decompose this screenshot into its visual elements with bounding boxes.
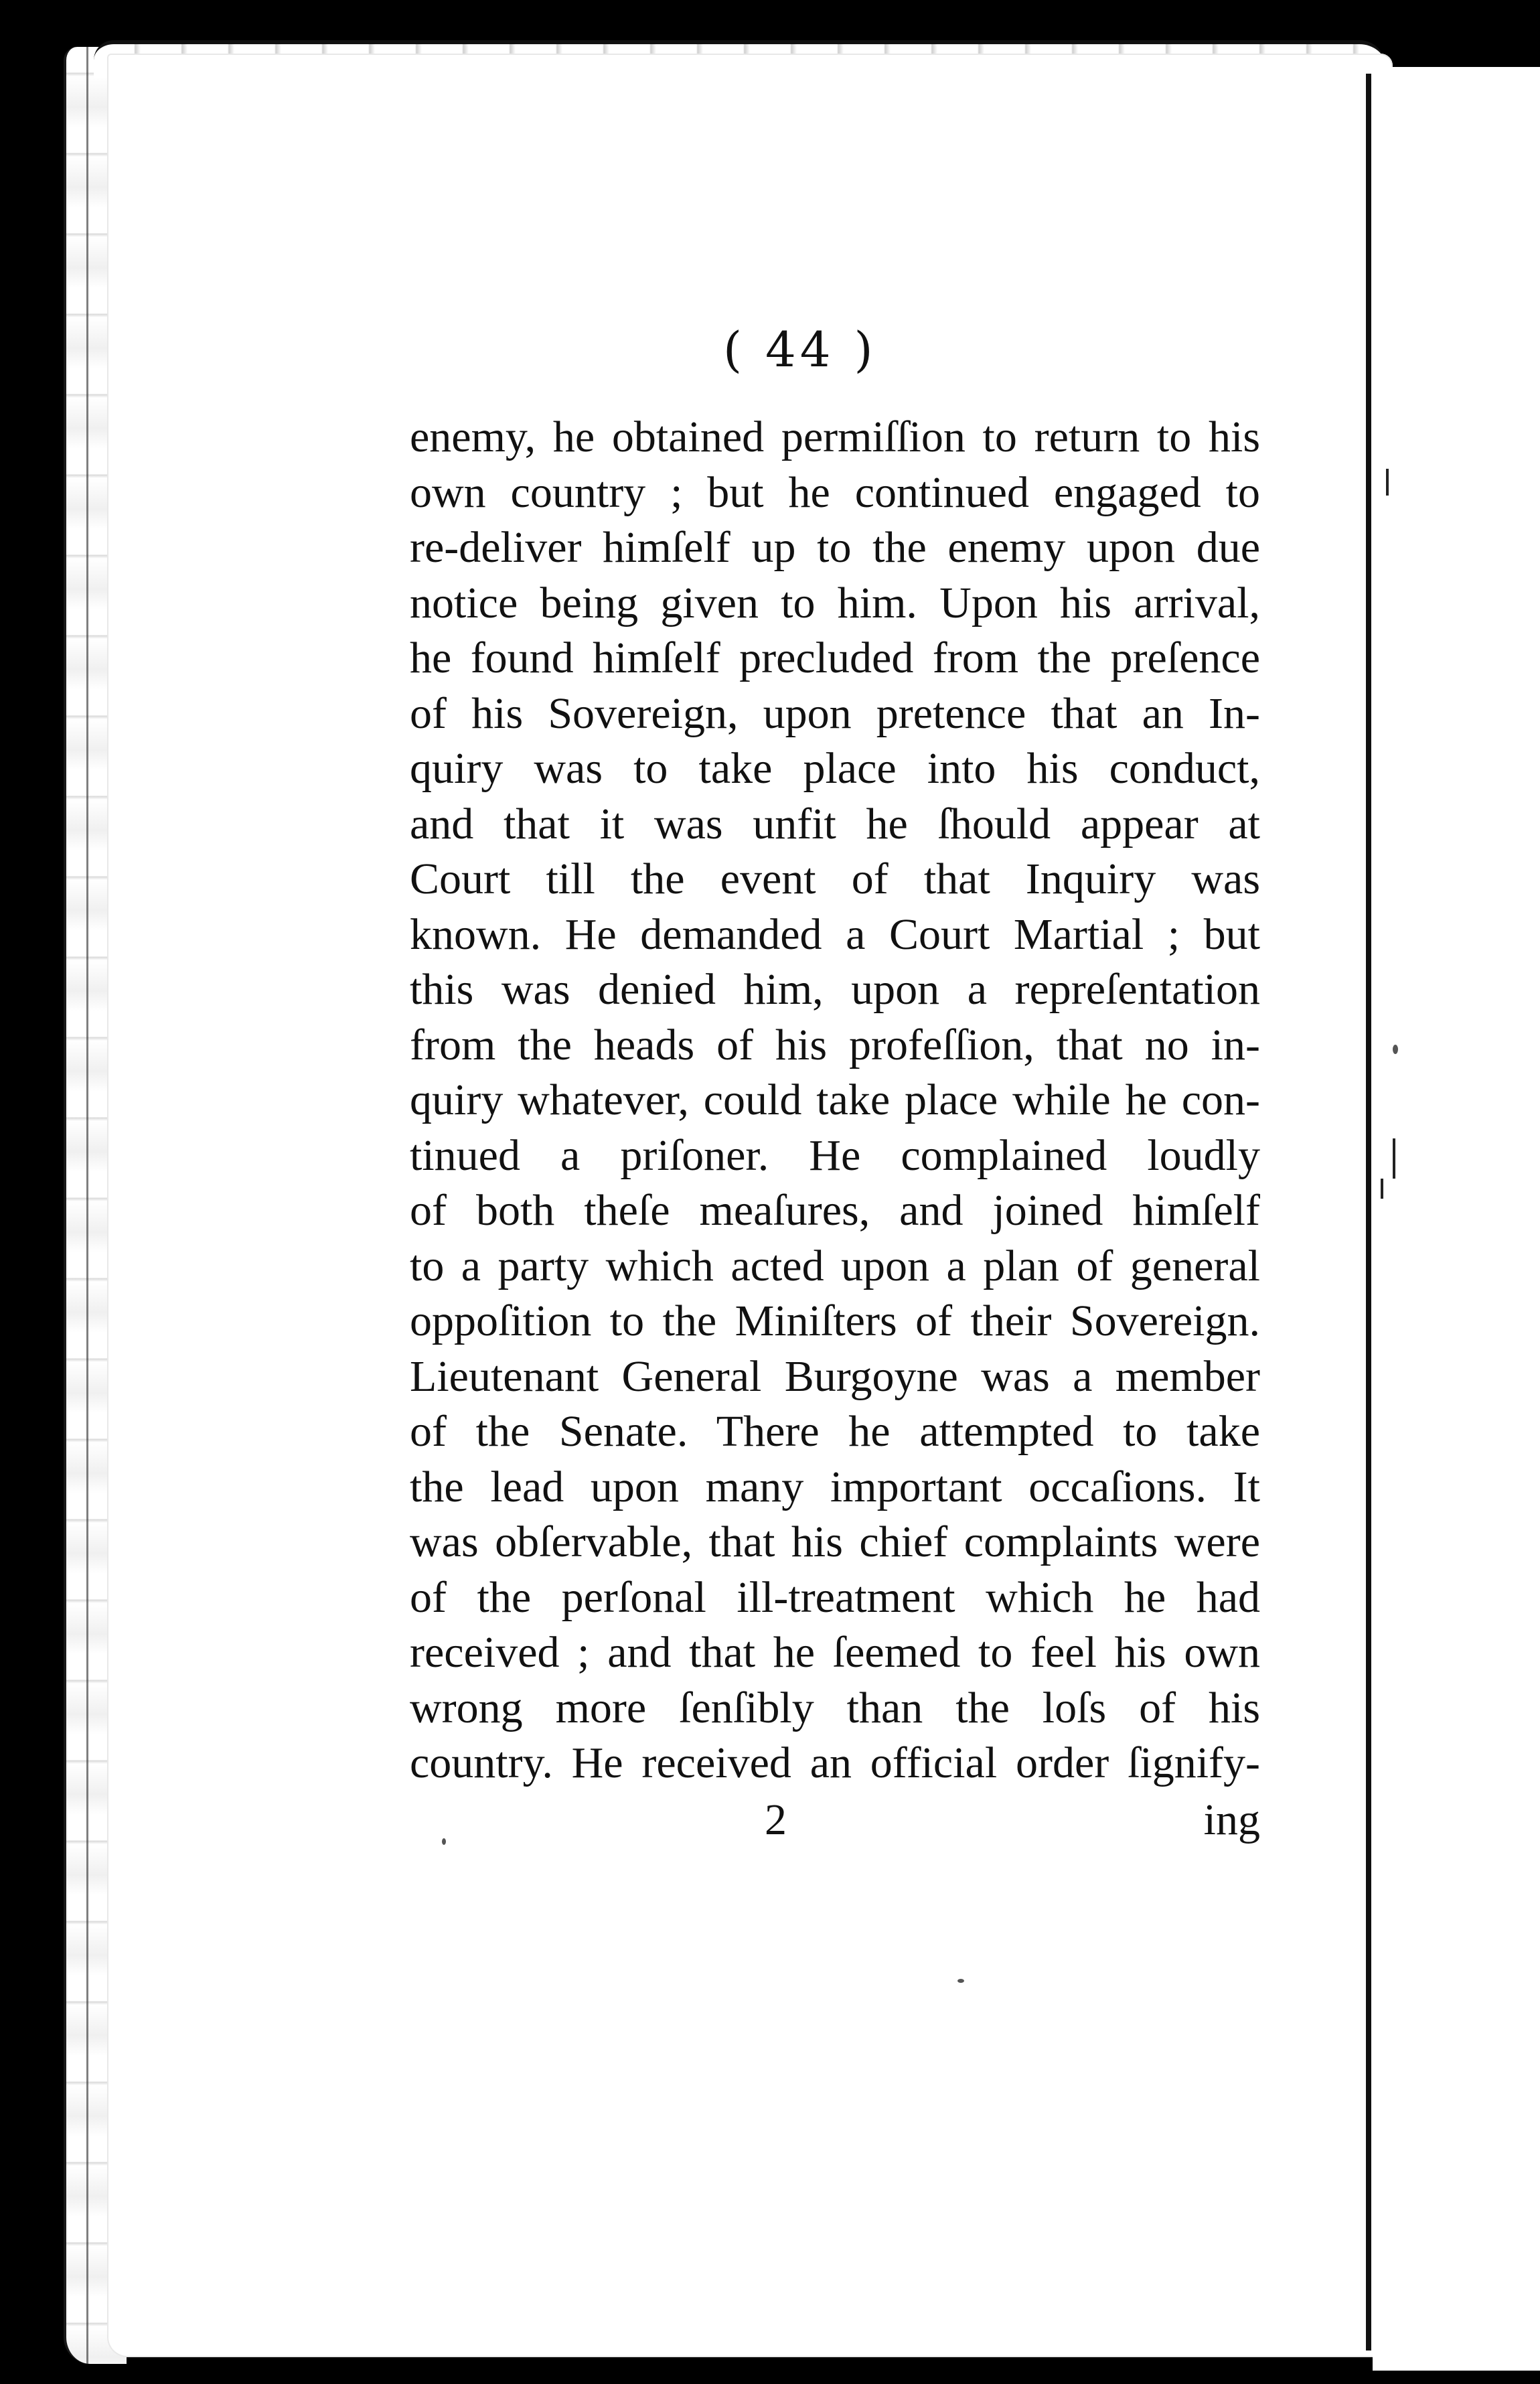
text-line: enemy, he obtained permiſſion to return to his [410, 413, 1260, 461]
text-line: Lieutenant General Burgoyne was a member [410, 1351, 1260, 1401]
text-line: he found himſelf precluded from the preſence [410, 634, 1260, 682]
text-line: of the perſonal ill-treatment which he had [410, 1572, 1260, 1622]
signature-mark: 2 [765, 1795, 787, 1844]
text-line: known. He demanded a Court Martial ; but [410, 909, 1260, 959]
paper-speck [957, 1979, 964, 1983]
paper-speck [442, 1838, 446, 1845]
page-footer [410, 1795, 1260, 1855]
page-number-header: ( 44 ) [723, 321, 877, 378]
text-line: Court till the event of that Inquiry was [410, 854, 1260, 903]
text-line: quiry was to take place into his conduct, [410, 744, 1260, 793]
text-line: notice being given to him. Upon his arrival, [410, 578, 1260, 627]
text-line: quiry whatever, could take place while he con- [410, 1075, 1260, 1124]
facing-page-edge [1373, 67, 1540, 2371]
text-line: from the heads of his profeſſion, that no in- [410, 1020, 1260, 1069]
text-line: the lead upon many important occaſions. It [410, 1462, 1260, 1511]
catchword: ing [1203, 1795, 1260, 1844]
paper-speck [1393, 1045, 1398, 1054]
text-line: country. He received an official order ſignify- [410, 1738, 1260, 1787]
text-line: and that it was unfit he ſhould appear at [410, 799, 1260, 848]
text-line: received ; and that he ſeemed to feel his own [410, 1628, 1260, 1677]
text-line: tinued a priſoner. He complained loudly [410, 1130, 1260, 1180]
text-line: of his Sovereign, upon pretence that an In- [410, 688, 1260, 738]
text-line: wrong more ſenſibly than the loſs of his [410, 1683, 1260, 1732]
text-line: this was denied him, upon a repreſentation [410, 965, 1260, 1014]
text-line: to a party which acted upon a plan of general [410, 1241, 1260, 1290]
binding-gutter [1366, 74, 1371, 2351]
body-text [410, 410, 1260, 1791]
text-line: re-deliver himſelf up to the enemy upon due [410, 523, 1260, 572]
text-line: of the Senate. There he attempted to take [410, 1407, 1260, 1456]
text-line: of both theſe meaſures, and joined himſelf [410, 1186, 1260, 1235]
text-line: oppoſition to the Miniſters of their Sovereign. [410, 1296, 1260, 1345]
text-line: own country ; but he continued engaged to [410, 467, 1260, 517]
text-line: was obſervable, that his chief complaints were [410, 1517, 1260, 1566]
